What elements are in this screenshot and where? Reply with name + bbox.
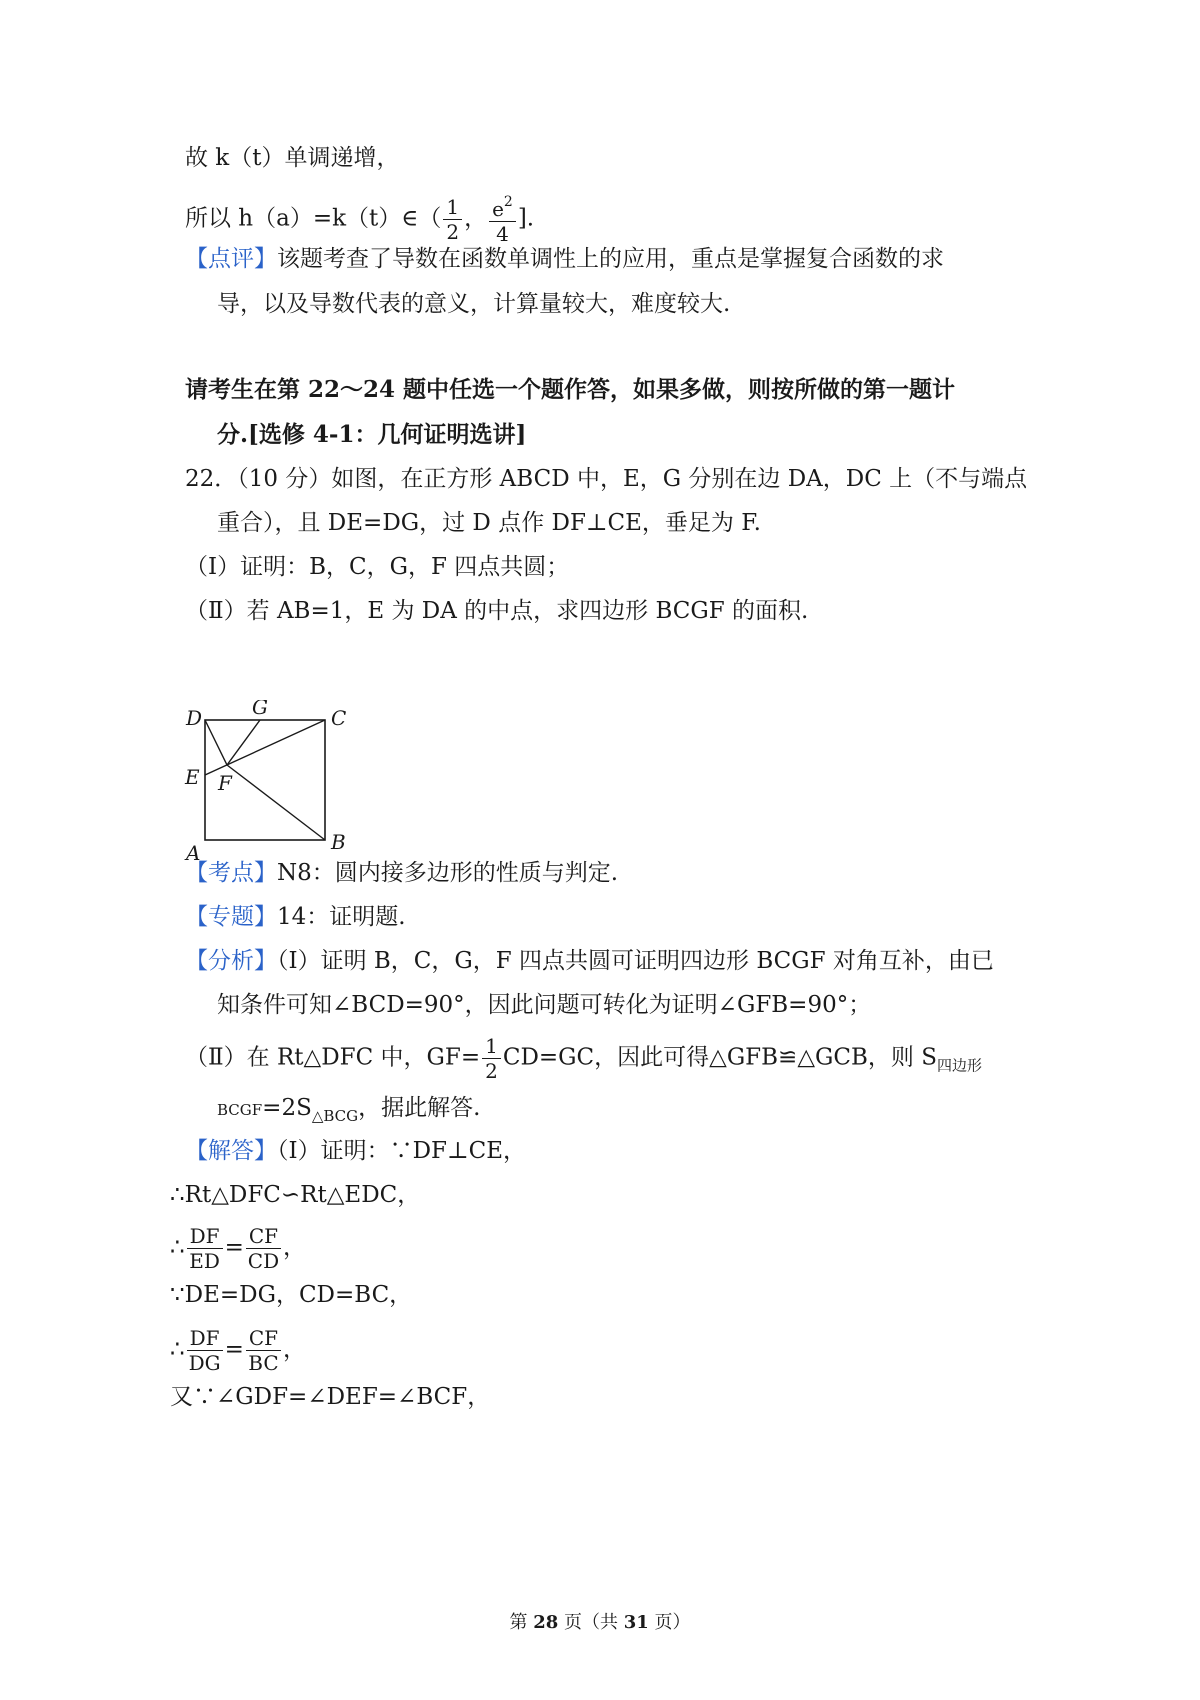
page-total: 31 xyxy=(623,1612,649,1633)
review-line-2: 导，以及导数代表的意义，计算量较大，难度较大. xyxy=(217,291,731,317)
step-2: ∴ $\frac{DF}{ED}$ = $\frac{CF}{CD}$ ， xyxy=(170,1224,307,1273)
fenxi-tag: 【分析】 xyxy=(185,948,277,974)
page-number: 28 xyxy=(533,1612,559,1633)
fraction-df-ed: $\frac{DF}{ED}$ xyxy=(187,1226,223,1271)
label-c: C xyxy=(331,706,347,730)
line-fb xyxy=(227,765,325,840)
step-4: ∴ $\frac{DF}{DG}$ = $\frac{CF}{BC}$ ， xyxy=(170,1326,307,1375)
problem-line-2: 重合），且 DE=DG，过 D 点作 DF⊥CE，垂足为 F. xyxy=(217,510,761,536)
label-a: A xyxy=(186,841,201,865)
label-f: F xyxy=(218,771,232,795)
fraction-1-2: $\frac{1}{2}$ xyxy=(443,197,462,242)
step-5: 又∵∠GDF=∠DEF=∠BCF， xyxy=(170,1384,491,1410)
problem-part-1: （Ⅰ）证明：B，C，G，F 四点共圆； xyxy=(185,554,570,580)
section-heading-line-2: 分.[选修 4-1：几何证明选讲] xyxy=(217,421,527,448)
fraction-e2-4: $\frac{e^2}{4}$ xyxy=(489,195,516,244)
label-d: D xyxy=(186,706,203,730)
kaodian-line: 【考点】N8：圆内接多边形的性质与判定. xyxy=(185,860,619,886)
page-footer: 第 28 页（共 31 页） xyxy=(509,1612,691,1633)
problem-part-2: （Ⅱ）若 AB=1，E 为 DA 的中点，求四边形 BCGF 的面积. xyxy=(185,598,809,624)
geometry-figure xyxy=(180,700,360,870)
fraction-cf-bc: $\frac{CF}{BC}$ xyxy=(246,1328,281,1373)
line-ec xyxy=(205,720,325,775)
fenxi-line-1: 【分析】（Ⅰ）证明 B，C，G，F 四点共圆可证明四边形 BCGF 对角互补，由已 xyxy=(185,948,994,974)
prev-line-2: 所以 h（a）=k（t）∈（ $\frac{1}{2}$ ， $\frac{e^2}{4}$ ]. xyxy=(185,194,535,246)
problem-line-1: 22．（10 分）如图，在正方形 ABCD 中，E，G 分别在边 DA，DC 上（不与端点 xyxy=(185,466,1028,492)
zhuanti-tag: 【专题】 xyxy=(185,904,277,930)
line-df xyxy=(205,720,227,765)
kaodian-tag: 【考点】 xyxy=(185,860,277,886)
fraction-half: $\frac{1}{2}$ xyxy=(482,1036,501,1081)
review-line-1: 【点评】该题考查了导数在函数单调性上的应用，重点是掌握复合函数的求 xyxy=(185,246,944,272)
review-tag: 【点评】 xyxy=(185,246,277,272)
fenxi-line-4: $BCGF=2S_{\triangle BCG}$，据此解答. xyxy=(217,1095,481,1125)
prev-line-1: 故 k（t）单调递增， xyxy=(185,145,400,171)
label-b: B xyxy=(331,830,346,854)
section-heading-line-1: 请考生在第 22～24 题中任选一个题作答，如果多做，则按所做的第一题计 xyxy=(185,376,956,403)
line-fg xyxy=(227,720,260,765)
jieda-tag: 【解答】 xyxy=(185,1138,277,1164)
label-g: G xyxy=(252,700,268,719)
fraction-cf-cd: $\frac{CF}{CD}$ xyxy=(247,1224,280,1273)
step-3: ∵DE=DG，CD=BC， xyxy=(170,1282,413,1308)
zhuanti-line: 【专题】14：证明题. xyxy=(185,904,406,930)
fraction-df-dg: $\frac{DF}{DG}$ xyxy=(188,1326,221,1375)
step-1: ∴Rt△DFC∽Rt△EDC， xyxy=(170,1182,421,1208)
label-e: E xyxy=(185,765,200,789)
fenxi-line-2: 知条件可知∠BCD=90°，因此问题可转化为证明∠GFB=90°； xyxy=(217,992,872,1018)
jieda-line: 【解答】（Ⅰ）证明：∵DF⊥CE， xyxy=(185,1138,527,1164)
fenxi-line-3: （Ⅱ）在 Rt△DFC 中，GF= $\frac{1}{2}$ CD=GC，因此可得△GFB≌△GCB，则 $S_{四边形}$ xyxy=(185,1034,982,1083)
